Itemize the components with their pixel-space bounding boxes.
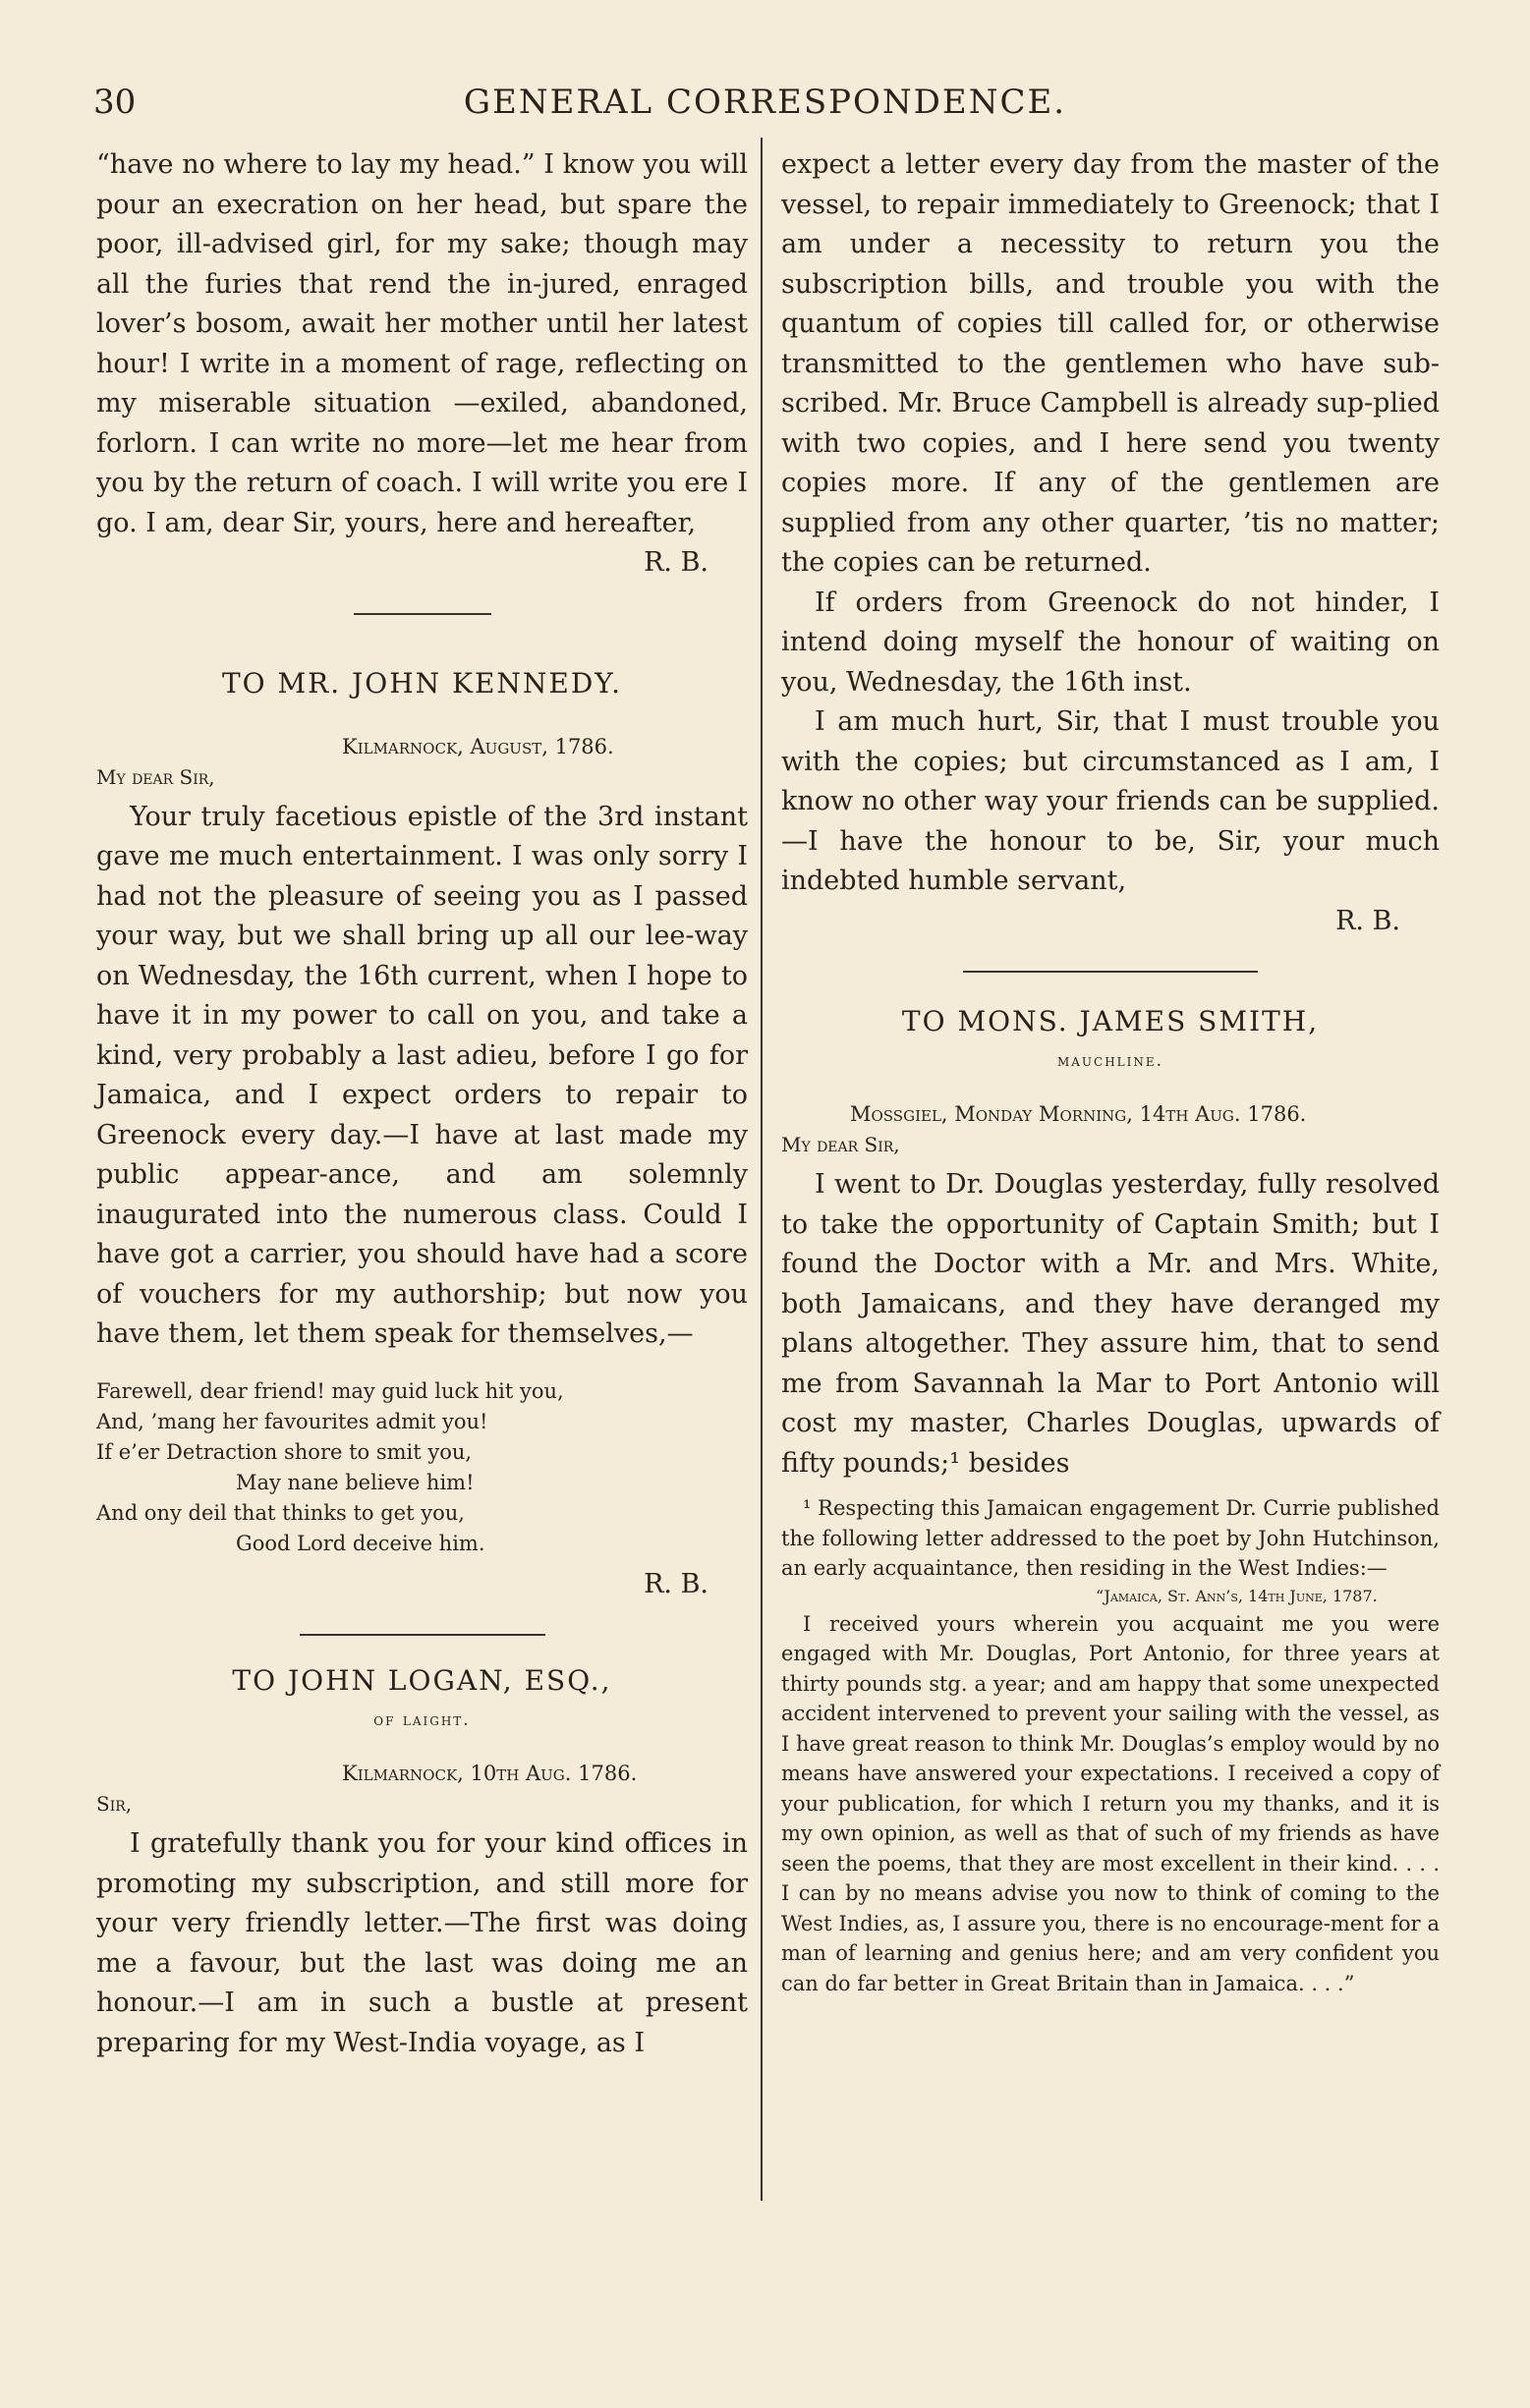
letter-body-smith: I went to Dr. Douglas yesterday, fully resolved to take the opportunity of Captain Smith; but I found the Doctor with a Mr. and Mrs. White, both Jamaicans, and they have deranged my plans altogether. They assure him, that to send me from Savannah la Mar to Port Antonio will cost my master, Charles Douglas, upwards of fifty pounds;¹ besides — [781, 1169, 1440, 1479]
section-divider — [354, 613, 491, 615]
letter-heading-smith: TO MONS. JAMES SMITH, — [901, 1005, 1320, 1037]
footnote-dateline: “Jamaica, St. Ann’s, 14th June, 1787. — [1096, 1586, 1378, 1605]
letter-body-logan: I gratefully thank you for your kind offices in promoting my subscription, and still more for your very friendly letter.—The first was doing me a favour, but the last was doing me an honour.—I am in such a bustle at present preparing for my West-India voyage, as I — [96, 1828, 748, 2058]
salutation: My dear Sir, — [96, 764, 215, 789]
signature: R. B. — [644, 547, 708, 578]
dateline: Kilmarnock, August, 1786. — [342, 734, 614, 758]
verse-line: And ony deil that thinks to get you, — [96, 1500, 465, 1525]
letter-heading-kennedy: TO MR. JOHN KENNEDY. — [221, 666, 623, 700]
running-title: GENERAL CORRESPONDENCE. — [463, 83, 1067, 122]
column-rule — [761, 138, 763, 2201]
verse-line: Farewell, dear friend! may guid luck hit you, — [96, 1378, 564, 1403]
letter-continuation: “have no where to lay my head.” I know you will pour an execration on her head, but spare the poor, ill-advised girl, for my sake; though may all the furies that rend the in-jured, enraged lover’s bosom, await her mother until her latest hour! I write in a moment of rage, reflecting on my miserable situation —exiled, abandoned, forlorn. I can write no more—let me hear from you by the return of coach. I will write you ere I go. I am, dear Sir, yours, here and hereafter, — [96, 149, 748, 538]
paragraph: I am much hurt, Sir, that I must trouble you with the copies; but circumstanced as I am, I know no other way your friends can be supplied.—I have the honour to be, Sir, your much indebted humble servant, — [781, 706, 1440, 896]
dateline: Mossgiel, Monday Morning, 14th Aug. 1786. — [850, 1102, 1307, 1126]
section-divider — [300, 1634, 545, 1636]
dateline: Kilmarnock, 10th Aug. 1786. — [342, 1762, 638, 1785]
verse-block — [96, 1376, 748, 1559]
verse-line: If e’er Detraction shore to smit you, — [96, 1439, 473, 1464]
verse-line: May nane believe him! — [236, 1470, 475, 1494]
section-divider — [963, 971, 1258, 973]
subheading: of laight. — [373, 1710, 471, 1730]
letter-body-kennedy: Your truly facetious epistle of the 3rd instant gave me much entertainment. I was only sorry I had not the pleasure of seeing you as I passed your way, but we shall bring up all our lee-way on Wednesday, the 16th current, when I hope to have it in my power to call on you, and take a kind, very probably a last adieu, before I go for Jamaica, and I expect orders to repair to Greenock every day.—I have at last made my public appear-ance, and am solemnly inaugurated into the numerous class. Could I have got a carrier, you should have had a score of vouchers for my authorship; but now you have them, let them speak for themselves,— — [96, 801, 748, 1349]
letter-continuation: expect a letter every day from the master of the vessel, to repair immediately to Greenock; that I am under a necessity to return you the subscription bills, and trouble you with the quantum of copies till called for, or otherwise transmitted to the gentlemen who have sub-scribed. Mr. Bruce Campbell is already sup-plied with two copies, and I here send you twenty copies more. If any of the gentlemen are supplied from any other quarter, ’tis no matter; the copies can be returned. — [781, 149, 1440, 578]
subheading: mauchline. — [1056, 1051, 1164, 1071]
footnote-body: I received yours wherein you acquaint me you were engaged with Mr. Douglas, Port Antonio, for three years at thirty pounds stg. a year; and am happy that some unexpected accident intervened to prevent your sailing with the vessel, as I have great reason to think Mr. Douglas’s employ would by no means have answered your expectations. I received a copy of your publication, for which I return you my thanks, and it is my own opinion, as well as that of such of my friends as have seen the poems, that they are most excellent in their kind. . . . I can by no means advise you now to think of coming to the West Indies, as, I assure you, there is no encourage-ment for a man of learning and genius here; and am very confident you can do far better in Great Britain than in Jamaica. . . .” — [781, 1611, 1440, 1995]
running-head — [93, 83, 1437, 132]
letter-heading-logan: TO JOHN LOGAN, ESQ., — [232, 1664, 612, 1697]
footnote-intro: ¹ Respecting this Jamaican engagement Dr. Currie published the following letter addressed to the poet by John Hutchinson, an early acquaintance, then residing in the West Indies:— — [781, 1496, 1440, 1580]
signature: R. B. — [644, 1568, 708, 1599]
salutation: Sir, — [96, 1792, 133, 1816]
page-number: 30 — [93, 83, 137, 122]
verse-line: And, ’mang her favourites admit you! — [96, 1409, 488, 1433]
verse-line: Good Lord deceive him. — [236, 1531, 485, 1555]
left-column — [96, 145, 748, 2063]
right-column — [781, 145, 1440, 1998]
salutation: My dear Sir, — [781, 1133, 900, 1156]
signature: R. B. — [1335, 905, 1400, 936]
paragraph: If orders from Greenock do not hinder, I intend doing myself the honour of waiting on you, Wednesday, the 16th inst. — [781, 587, 1440, 698]
